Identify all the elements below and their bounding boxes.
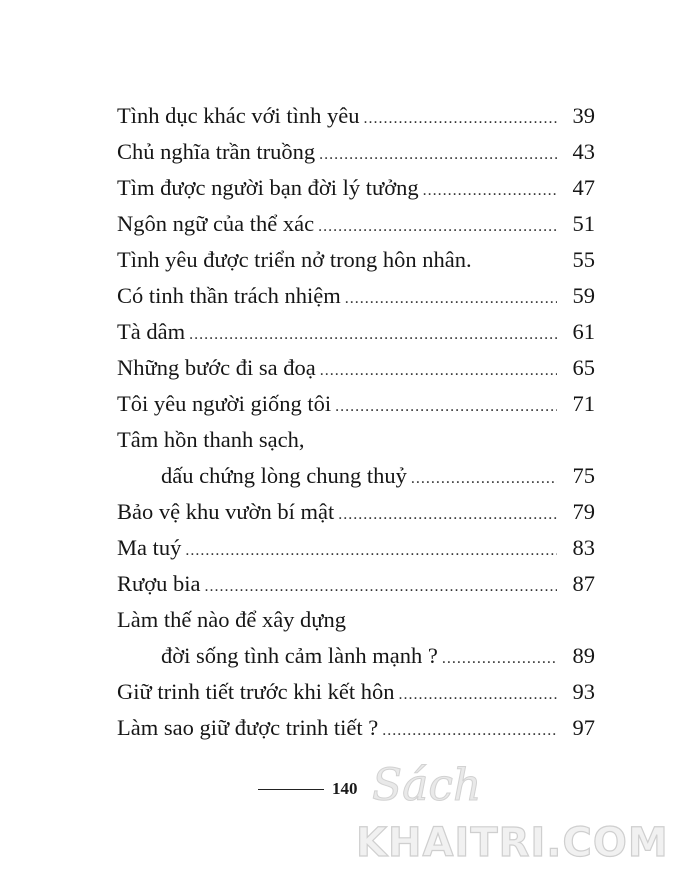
toc-entry-title: Tà dâm [117,319,186,344]
toc-entry-page: 71 [572,391,595,416]
footer-rule [258,789,324,790]
toc-entry-page: 61 [572,319,595,344]
toc-entry-page: 89 [572,643,595,668]
toc-entry [117,278,595,314]
dot-leader [399,677,558,713]
toc-entry-first-line [117,422,595,458]
toc-entry [117,386,595,422]
toc-entry-page: 47 [572,175,595,200]
dot-leader [185,533,557,569]
toc-entry [117,242,595,278]
toc-entry [117,530,595,566]
table-of-contents [117,98,595,746]
page-footer [258,776,358,802]
dot-leader [319,137,557,173]
toc-entry-continuation [117,458,595,494]
toc-entry-page: 83 [572,535,595,560]
toc-entry-title: Rượu bia [117,571,201,596]
toc-entry-title: Tôi yêu người giống tôi [117,391,332,416]
toc-entry-page: 97 [572,715,595,740]
toc-entry-page: 93 [572,679,595,704]
toc-entry [117,314,595,350]
toc-entry-title: Tâm hồn thanh sạch, [117,427,305,452]
toc-entry-page: 55 [572,247,595,272]
toc-entry-continuation [117,638,595,674]
toc-entry [117,98,595,134]
dot-leader [363,101,557,137]
dot-leader [442,641,557,677]
toc-entry [117,494,595,530]
watermark-logo [350,748,695,868]
toc-entry-title: Giữ trinh tiết trước khi kết hôn [117,679,395,704]
toc-entry [117,566,595,602]
dot-leader [320,353,557,389]
dot-leader [189,317,557,353]
toc-entry-title: Tình yêu được triển nở trong hôn nhân. [117,247,472,272]
dot-leader [338,497,557,533]
watermark-logo-graphic [350,748,695,868]
toc-entry-page: 79 [572,499,595,524]
toc-entry-title: Chủ nghĩa trần truồng [117,139,316,164]
toc-entry-title: Có tinh thần trách nhiệm [117,283,341,308]
toc-entry-title: Bảo vệ khu vườn bí mật [117,499,335,524]
toc-entry-title: Tình dục khác với tình yêu [117,103,360,128]
toc-entry-title-continuation: đời sống tình cảm lành mạnh ? [161,643,438,668]
watermark-brand-text: KHAITRI.COM [356,820,669,866]
toc-entry [117,350,595,386]
toc-entry [117,134,595,170]
dot-leader [423,173,557,209]
toc-entry-title: Những bước đi sa đoạ [117,355,316,380]
watermark-script-text: Sách [372,760,482,811]
toc-entry-page: 39 [572,103,595,128]
toc-entry [117,170,595,206]
dot-leader [318,209,557,245]
toc-entry [117,206,595,242]
toc-entry-title: Ma tuý [117,535,182,560]
toc-entry-title: Làm thế nào để xây dựng [117,607,346,632]
dot-leader [335,389,557,425]
toc-entry-page: 65 [572,355,595,380]
toc-entry-page: 43 [572,139,595,164]
toc-entry-title: Ngôn ngữ của thể xác [117,211,315,236]
toc-entry-first-line [117,602,595,638]
dot-leader [382,713,557,749]
toc-entry-page: 59 [572,283,595,308]
toc-entry-page: 75 [572,463,595,488]
toc-entry-title-continuation: dấu chứng lòng chung thuỷ [161,463,407,488]
toc-entry-title: Làm sao giữ được trinh tiết ? [117,715,379,740]
dot-leader [204,569,557,605]
dot-leader [411,461,557,497]
toc-entry-page: 87 [572,571,595,596]
page-number: 140 [332,779,358,798]
toc-entry-page: 51 [572,211,595,236]
toc-entry-title: Tìm được người bạn đời lý tưởng [117,175,419,200]
dot-leader [345,281,557,317]
toc-entry [117,674,595,710]
toc-entry [117,710,595,746]
